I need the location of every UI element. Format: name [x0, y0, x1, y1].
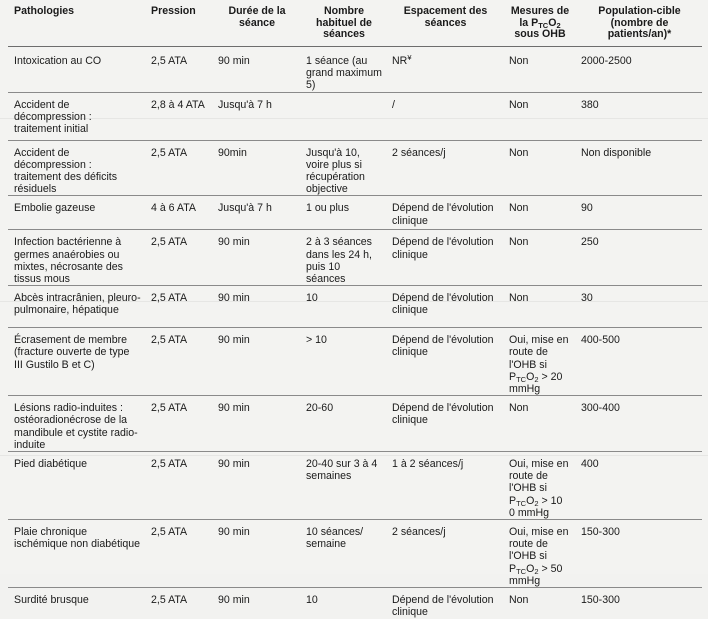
cell-espacement: Dépend de l'évolution clinique — [386, 328, 503, 396]
cell-nombre: 20-60 — [300, 396, 386, 452]
cell-duree: 90min — [212, 140, 300, 196]
cell-pression: 2,8 à 4 ATA — [145, 92, 212, 140]
cell-mesures: Non — [503, 47, 575, 93]
header-pression: Pression — [145, 6, 212, 47]
header-nombre: Nombre habituel de séances — [300, 6, 386, 47]
cell-population: 30 — [575, 286, 702, 328]
cell-duree: 90 min — [218, 594, 250, 607]
cell-nombre: 10 — [306, 594, 318, 607]
cell-espacement: 1 à 2 séances/j — [386, 452, 503, 520]
header-population: Population-cible (nombre de patients/an)* — [575, 6, 702, 47]
cell-pression: 4 à 6 ATA — [145, 196, 212, 230]
cell-mesures: Non — [503, 196, 575, 230]
table-row — [8, 520, 702, 588]
table-row — [8, 452, 702, 520]
table-row — [8, 230, 702, 286]
cell-pression: 2,5 ATA — [145, 47, 212, 93]
cell-duree: 90 min — [212, 520, 300, 588]
cell-population: 90 — [575, 196, 702, 230]
cell-pathology: Plaie chronique ischémique non diabétique — [8, 520, 145, 588]
cell-espacement: Dépend de l'évolution clinique — [386, 396, 503, 452]
cell-duree: 90 min — [212, 47, 300, 93]
cell-pression: 2,5 ATA — [145, 452, 212, 520]
cell-espacement: Dépend de l'évolution clinique — [392, 594, 494, 619]
table-row — [8, 140, 702, 196]
header-pathologies: Pathologies — [8, 6, 145, 47]
cell-nombre: 10 — [300, 286, 386, 328]
cell-espacement: NR¥ — [386, 47, 503, 93]
cell-mesures: Non — [509, 594, 529, 607]
cell-pression: 2,5 ATA — [145, 140, 212, 196]
table-row — [8, 47, 702, 93]
cell-pression: 2,5 ATA — [145, 230, 212, 286]
cell-pathology: Embolie gazeuse — [8, 196, 145, 230]
cell-pathology: Infection bactérienne à germes anaérobies ou mixtes, nécrosante des tissus mous — [8, 230, 145, 286]
cell-population: 400 — [575, 452, 702, 520]
cell-population: 2000-2500 — [575, 47, 702, 93]
table-row — [8, 588, 702, 619]
cell-mesures: Non — [503, 396, 575, 452]
cell-mesures: Oui, mise en route de l'OHB si $P_{TC}O_2 > 50$ mmHg — [503, 520, 575, 588]
cell-pression: 2,5 ATA — [145, 328, 212, 396]
cell-espacement: Dépend de l'évolution clinique — [386, 286, 503, 328]
cell-nombre: 1 séance (au grand maximum 5) — [300, 47, 386, 93]
cell-population: 250 — [575, 230, 702, 286]
table-row — [8, 396, 702, 452]
cell-pathology: Pied diabétique — [8, 452, 145, 520]
cell-pathology: Abcès intracrânien, pleuro-pulmonaire, hépatique — [8, 286, 145, 328]
header-row — [8, 6, 702, 47]
cell-duree: 90 min — [212, 452, 300, 520]
table-row — [8, 92, 702, 140]
cell-espacement: Dépend de l'évolution clinique — [386, 230, 503, 286]
cell-espacement: Dépend de l'évolution clinique — [386, 196, 503, 230]
cell-duree: 90 min — [212, 396, 300, 452]
cell-espacement: / — [386, 92, 503, 140]
cell-duree: Jusqu'à 7 h — [212, 92, 300, 140]
cell-population: 150-300 — [581, 594, 620, 607]
cell-nombre: 2 à 3 séances dans les 24 h, puis 10 séances — [300, 230, 386, 286]
cell-mesures: Oui, mise en route de l'OHB si $P_{TC}O_2 > 10$ 0 mmHg — [503, 452, 575, 520]
cell-nombre — [300, 92, 386, 140]
header-duree: Durée de la séance — [212, 6, 300, 47]
cell-pathology: Intoxication au CO — [8, 47, 145, 93]
cell-pathology: Lésions radio-induites : ostéoradionécrose de la mandibule et cystite radio-induite — [8, 396, 145, 452]
cell-nombre: 10 séances/ semaine — [300, 520, 386, 588]
cell-mesures: Non — [503, 92, 575, 140]
cell-duree: 90 min — [212, 230, 300, 286]
cell-nombre: 20-40 sur 3 à 4 semaines — [300, 452, 386, 520]
cell-population: 150-300 — [575, 520, 702, 588]
cell-espacement: 2 séances/j — [386, 140, 503, 196]
cell-duree: Jusqu'à 7 h — [212, 196, 300, 230]
cell-pression: 2,5 ATA — [145, 286, 212, 328]
cell-pathology: Accident de décompression : traitement des déficits résiduels — [8, 140, 145, 196]
table-row — [8, 328, 702, 396]
cell-pression: 2,5 ATA — [145, 396, 212, 452]
cell-population: 300-400 — [575, 396, 702, 452]
cell-duree: 90 min — [212, 286, 300, 328]
cell-pression: 2,5 ATA — [145, 520, 212, 588]
cell-nombre: 1 ou plus — [300, 196, 386, 230]
table-row — [8, 286, 702, 328]
cell-population: Non disponible — [575, 140, 702, 196]
table-row — [8, 196, 702, 230]
cell-mesures: Non — [503, 140, 575, 196]
hbo-indications-table — [8, 6, 702, 619]
cell-mesures: Non — [503, 230, 575, 286]
cell-pathology: Surdité brusque — [14, 594, 89, 607]
cell-population: 380 — [575, 92, 702, 140]
cell-nombre: Jusqu'à 10, voire plus si récupération objective — [300, 140, 386, 196]
cell-nombre: > 10 — [300, 328, 386, 396]
cell-espacement: 2 séances/j — [386, 520, 503, 588]
cell-pression: 2,5 ATA — [151, 594, 188, 607]
cell-mesures: Oui, mise en route de l'OHB si $P_{TC}O_2 > 20$ mmHg — [503, 328, 575, 396]
cell-pathology: Accident de décompression : traitement initial — [8, 92, 145, 140]
header-espacement: Espacement des séances — [386, 6, 503, 47]
cell-mesures: Non — [503, 286, 575, 328]
cell-population: 400-500 — [575, 328, 702, 396]
cell-duree: 90 min — [212, 328, 300, 396]
header-mesures: Mesures de la $P_{TC}O_2$ sous OHB — [503, 6, 575, 47]
cell-pathology: Écrasement de membre (fracture ouverte de type III Gustilo B et C) — [8, 328, 145, 396]
